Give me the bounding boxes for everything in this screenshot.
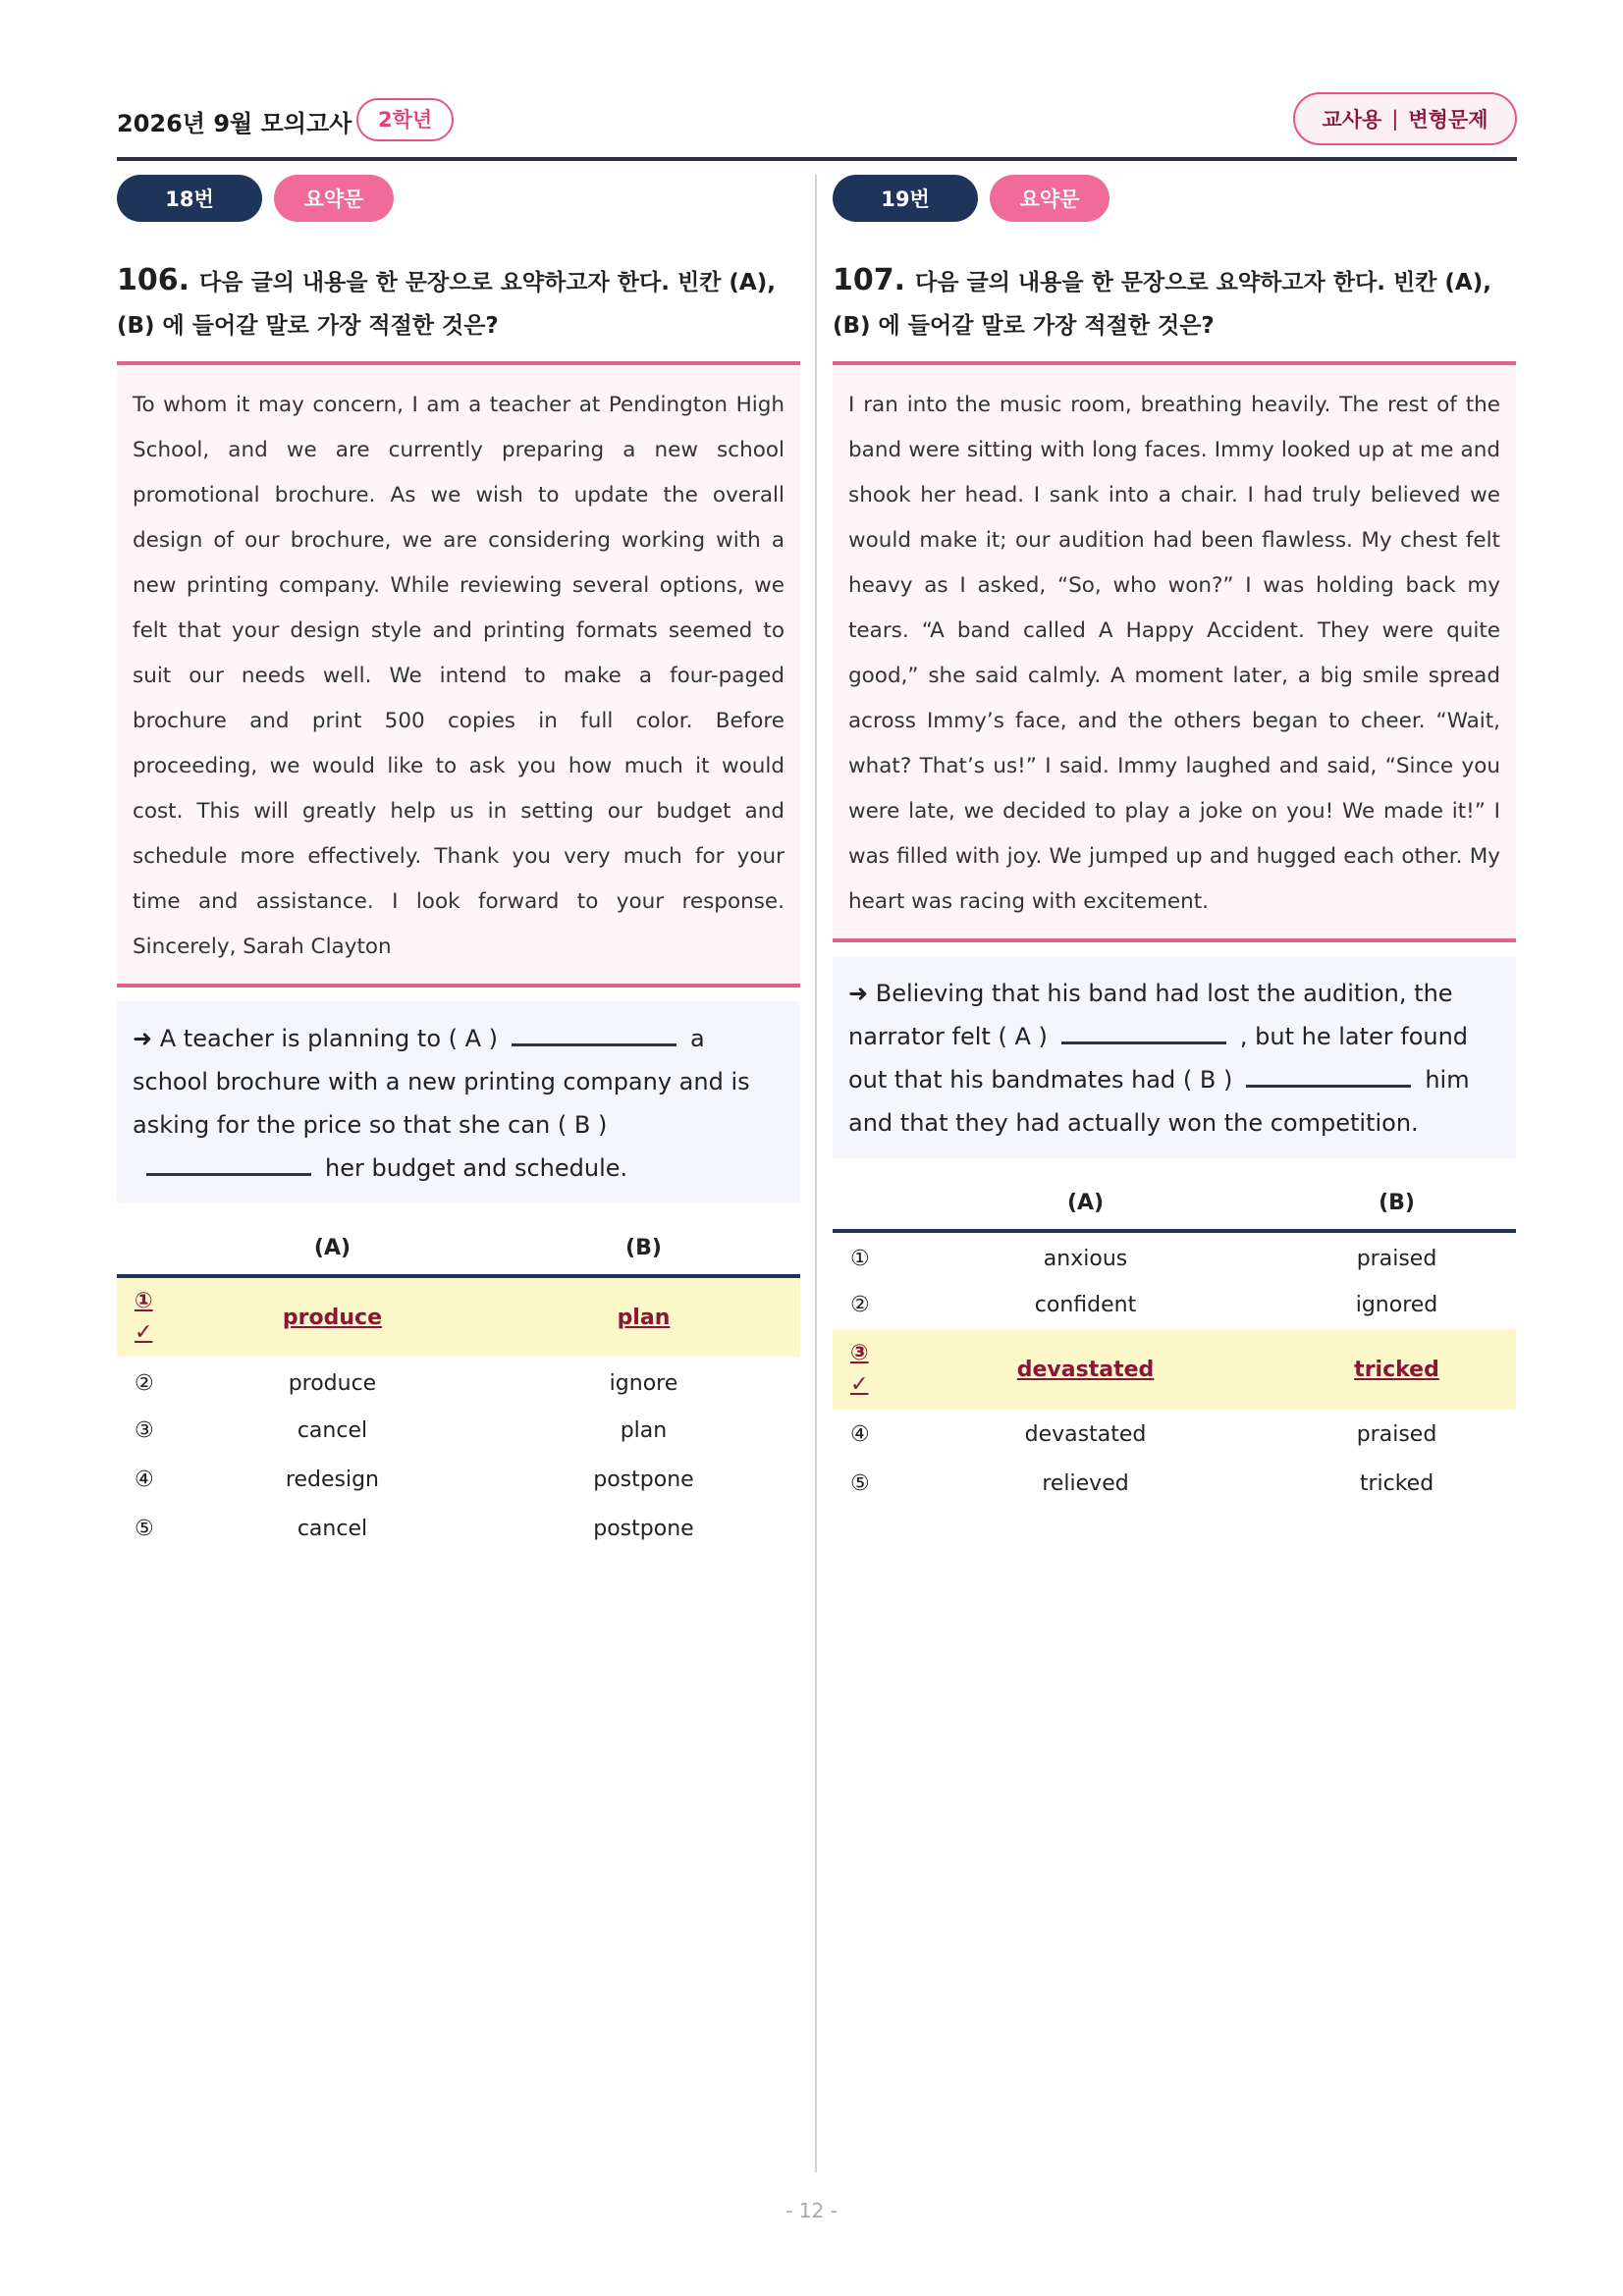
choice-a: produce — [178, 1276, 487, 1357]
choice-a: cancel — [297, 1516, 368, 1541]
column-divider — [815, 175, 817, 2172]
question-number: 106. — [117, 263, 190, 297]
summary-part-3: him and that they had actually won the competition. — [848, 1066, 1470, 1137]
choice-number: ② — [850, 1292, 870, 1317]
teacher-label: 교사용 — [1322, 108, 1382, 132]
choice-row[interactable] — [833, 1459, 1516, 1508]
choice-row[interactable] — [117, 1406, 800, 1455]
blank-b — [146, 1152, 311, 1176]
blank-a — [1061, 1021, 1226, 1044]
choice-number: ⑤ — [135, 1516, 154, 1541]
choice-row[interactable] — [833, 1410, 1516, 1459]
choice-number: ⑤ — [850, 1470, 870, 1496]
blank-b — [1246, 1064, 1411, 1088]
summary-sentence — [833, 956, 1516, 1158]
choices-header-b: (B) — [1277, 1176, 1516, 1231]
choice-number: ① — [850, 1246, 870, 1271]
grade-badge: 2학년 — [356, 98, 454, 141]
choices-header-blank — [117, 1221, 178, 1276]
badge-separator: | — [1391, 107, 1399, 131]
question-number: 107. — [833, 263, 906, 297]
choice-a: devastated — [1024, 1421, 1147, 1447]
choice-row[interactable] — [833, 1231, 1516, 1280]
page-header — [117, 96, 1517, 161]
check-icon: ✓ — [850, 1372, 869, 1397]
choice-b: ignore — [609, 1370, 678, 1396]
question-type-tag: 요약문 — [274, 175, 394, 222]
choices-header-row — [117, 1221, 800, 1276]
question-column-left — [117, 175, 800, 1553]
choice-row[interactable] — [117, 1504, 800, 1553]
choice-a: anxious — [1043, 1246, 1128, 1271]
answer-choices-table — [833, 1176, 1516, 1508]
choices-header-a: (A) — [178, 1221, 487, 1276]
choice-b: plan — [487, 1276, 800, 1357]
reading-passage: To whom it may concern, I am a teacher at Pendington High School, and we are currently preparing a new school promotional brochure. As we wish to update the overall design of our brochure, we are considering working with a new printing company. While reviewing several options, we felt that your design style and printing formats seemed to suit our needs well. We intend to make a four-paged brochure and print 500 copies in full color. Before proceeding, we would like to ask you how much it would cost. This will greatly help us in setting our budget and schedule more effectively. Thank you very much for your time and assistance. I look forward to your response. Sincerely, Sarah Clayton — [117, 361, 800, 988]
choice-a: redesign — [285, 1467, 379, 1492]
choice-a: produce — [288, 1370, 377, 1396]
choice-number: ④ — [850, 1421, 870, 1447]
blank-a — [512, 1023, 676, 1046]
reading-passage: I ran into the music room, breathing heavily. The rest of the band were sitting with long faces. Immy looked up at me and shook her head. I sank into a chair. I had truly believed we would make it; our audition had been flawless. My chest felt heavy as I asked, “So, who won?” I was holding back my tears. “A band called A Happy Accident. They were quite good,” she said calmly. A moment later, a big smile spread across Immy’s face, and the others began to cheer. “Wait, what? That’s us!” I said. Immy laughed and said, “Since you were late, we decided to play a joke on you! We made it!” I was filled with joy. We jumped up and hugged each other. My heart was racing with excitement. — [833, 361, 1516, 942]
choice-number: ④ — [135, 1467, 154, 1492]
summary-part-1: ➜ A teacher is planning to ( A ) — [133, 1025, 499, 1052]
summary-sentence — [117, 1001, 800, 1203]
check-icon: ✓ — [135, 1320, 153, 1345]
source-number-tag: 18번 — [117, 175, 262, 222]
choice-row-correct[interactable] — [117, 1276, 800, 1357]
choice-a: devastated — [893, 1329, 1277, 1410]
choice-a: relieved — [1042, 1470, 1129, 1496]
choices-header-row — [833, 1176, 1516, 1231]
question-tags — [117, 175, 800, 222]
exam-title: 2026년 9월 모의고사 — [117, 110, 352, 137]
summary-part-2: , but he later found out that his bandmates had ( B ) — [848, 1023, 1469, 1094]
choice-b: tricked — [1277, 1329, 1516, 1410]
question-prompt — [833, 259, 1516, 347]
summary-part-3: her budget and schedule. — [325, 1154, 628, 1182]
teacher-version-badge — [1293, 92, 1517, 145]
choice-a: confident — [1034, 1292, 1137, 1317]
choice-row[interactable] — [117, 1455, 800, 1504]
summary-part-2: a school brochure with a new printing company and is asking for the price so that she can ( B ) — [133, 1025, 750, 1139]
question-prompt — [117, 259, 800, 347]
choice-number — [833, 1329, 893, 1410]
choice-b: tricked — [1359, 1470, 1434, 1496]
summary-part-1: ➜ Believing that his band had lost the audition, the narrator felt ( A ) — [848, 980, 1453, 1050]
source-number-tag: 19번 — [833, 175, 978, 222]
question-text: 다음 글의 내용을 한 문장으로 요약하고자 한다. 빈칸 (A), (B) 에 들어갈 말로 가장 적절한 것은? — [833, 270, 1491, 339]
choice-b: praised — [1356, 1421, 1437, 1447]
choice-a: cancel — [297, 1417, 368, 1443]
choice-b: postpone — [593, 1467, 694, 1492]
page-number: - 12 - — [785, 2199, 838, 2222]
choice-row[interactable] — [117, 1357, 800, 1406]
question-text: 다음 글의 내용을 한 문장으로 요약하고자 한다. 빈칸 (A), (B) 에 들어갈 말로 가장 적절한 것은? — [117, 270, 776, 339]
choice-b: ignored — [1355, 1292, 1438, 1317]
choice-number-text: ③ — [850, 1341, 869, 1365]
question-column-right — [833, 175, 1516, 1508]
choices-header-a: (A) — [893, 1176, 1277, 1231]
choice-b: praised — [1356, 1246, 1437, 1271]
choices-header-b: (B) — [487, 1221, 800, 1276]
choices-header-blank — [833, 1176, 893, 1231]
variant-label: 변형문제 — [1408, 108, 1488, 132]
question-type-tag: 요약문 — [990, 175, 1109, 222]
choice-number: ③ — [135, 1417, 154, 1443]
question-tags — [833, 175, 1516, 222]
choice-row[interactable] — [833, 1280, 1516, 1329]
answer-choices-table — [117, 1221, 800, 1553]
choice-row-correct[interactable] — [833, 1329, 1516, 1410]
choice-b: postpone — [593, 1516, 694, 1541]
choice-b: plan — [620, 1417, 668, 1443]
choice-number-text: ① — [135, 1289, 153, 1313]
choice-number: ② — [135, 1370, 154, 1396]
choice-number — [117, 1276, 178, 1357]
